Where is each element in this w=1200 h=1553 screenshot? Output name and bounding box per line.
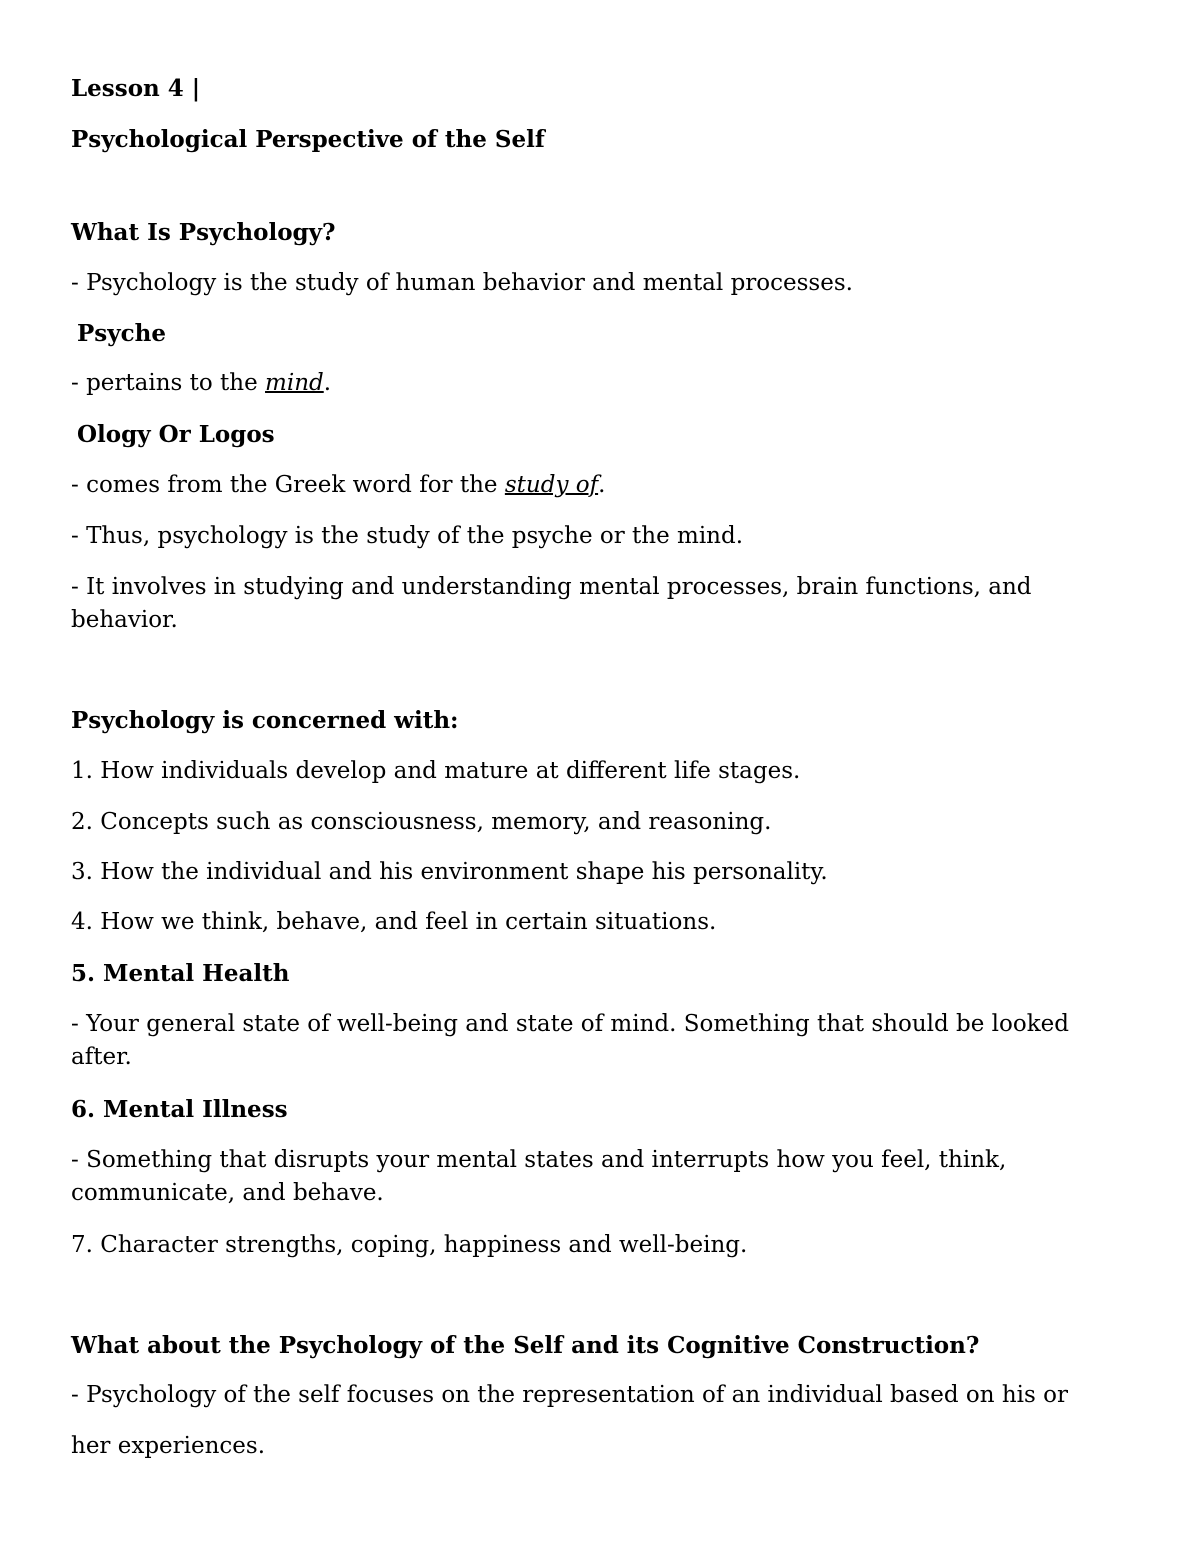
ology-definition <box>71 469 1081 502</box>
psychology-definition: - Psychology is the study of human behavior and mental processes. <box>71 270 853 296</box>
term-ology-logos: Ology Or Logos <box>77 421 275 448</box>
section-heading-what-is-psychology: What Is Psychology? <box>71 219 336 246</box>
involves-statement: - It involves in studying and understanding mental processes, brain functions, and behavior. <box>71 574 1032 633</box>
list-item-6-text: - Something that disrupts your mental states and interrupts how you feel, think, communicate, and behave. <box>71 1147 1007 1206</box>
list-item-2: 2. Concepts such as consciousness, memory, and reasoning. <box>71 809 772 835</box>
ology-definition-suffix: . <box>598 472 606 498</box>
psyche-emphasis: mind <box>265 370 324 396</box>
psyche-definition <box>71 367 1081 400</box>
self-psychology-text-line-1: - Psychology of the self focuses on the representation of an individual based on his or <box>71 1382 1068 1408</box>
list-item-5-text: - Your general state of well-being and state of mind. Something that should be looked after. <box>71 1011 1069 1070</box>
list-item-1: 1. How individuals develop and mature at different life stages. <box>71 758 801 784</box>
thus-statement: - Thus, psychology is the study of the psyche or the mind. <box>71 523 744 549</box>
list-item-6-heading: 6. Mental Illness <box>71 1096 288 1123</box>
ology-emphasis: study of <box>504 472 599 498</box>
ology-definition-prefix: - comes from the Greek word for the <box>71 472 505 498</box>
list-item-5-heading: 5. Mental Health <box>71 960 290 987</box>
page-title: Psychological Perspective of the Self <box>71 126 545 153</box>
section-heading-psychology-of-self: What about the Psychology of the Self and its Cognitive Construction? <box>71 1332 980 1359</box>
self-psychology-text-line-2: her experiences. <box>71 1433 266 1459</box>
list-item-4: 4. How we think, behave, and feel in certain situations. <box>71 909 717 935</box>
psyche-definition-prefix: - pertains to the <box>71 370 266 396</box>
lesson-label: Lesson 4 | <box>71 75 201 102</box>
term-psyche: Psyche <box>77 320 166 347</box>
list-item-3: 3. How the individual and his environment shape his personality. <box>71 859 828 885</box>
psyche-definition-suffix: . <box>323 370 332 396</box>
section-heading-concerned-with: Psychology is concerned with: <box>71 707 459 734</box>
list-item-7: 7. Character strengths, coping, happiness and well-being. <box>71 1232 748 1258</box>
